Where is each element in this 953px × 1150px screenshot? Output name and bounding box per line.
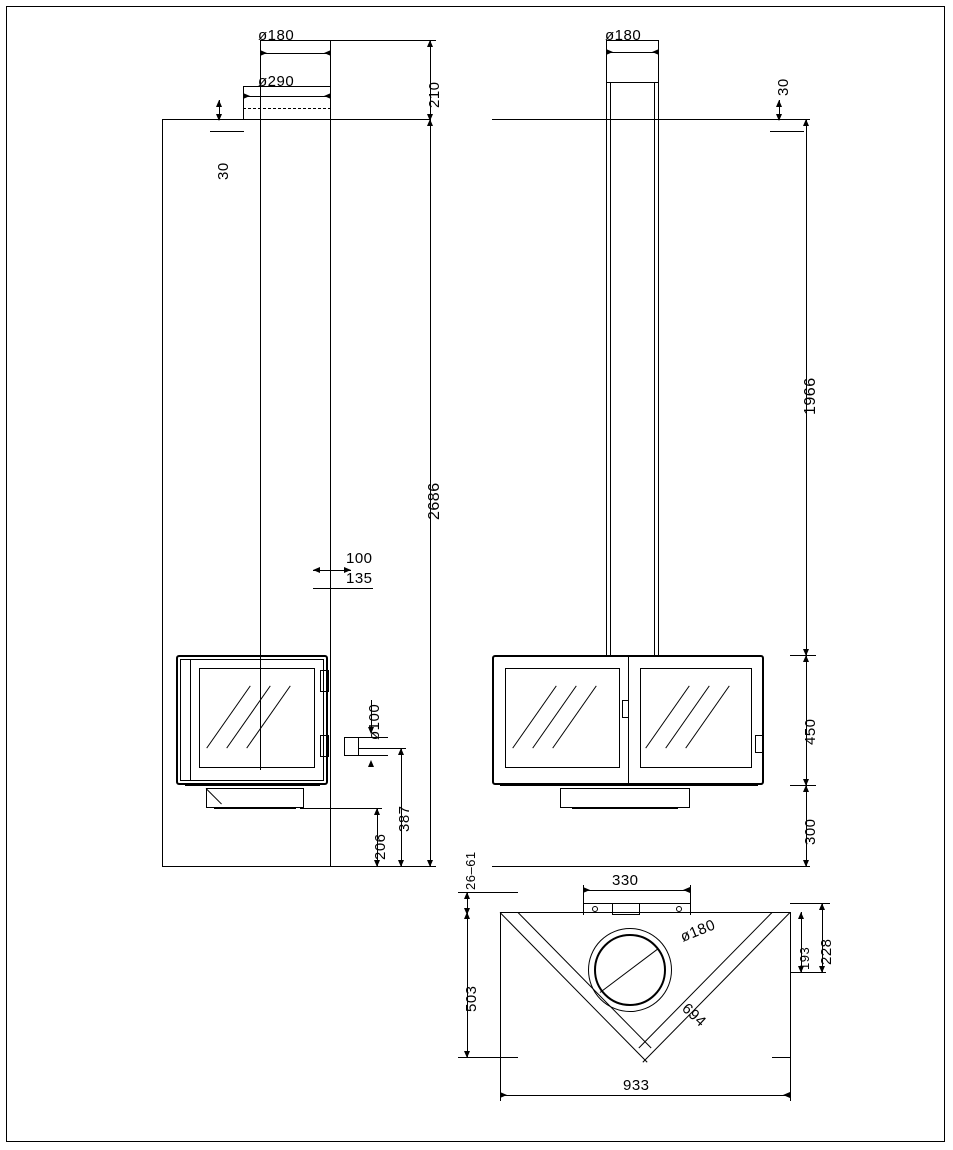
dim-plan-dia180: ø180 [678, 916, 718, 946]
air-inlet-edge2 [358, 737, 359, 755]
dim-arrow [500, 1092, 507, 1098]
dim-arrow [374, 808, 380, 815]
dim-arrow [776, 114, 782, 121]
dim-arrow [427, 860, 433, 867]
plinth-bottom-left [214, 808, 296, 809]
dim-line-135 [313, 588, 373, 589]
dim-arrow [819, 966, 825, 973]
collar-dash [243, 108, 331, 109]
dim-arrow [260, 50, 267, 56]
dim-arrow [313, 567, 320, 573]
dim-arrow [819, 903, 825, 910]
ceiling-line-right [492, 119, 810, 120]
plan-screw-left [592, 906, 598, 912]
ceiling-line-left [162, 119, 430, 120]
dim-arrow [243, 93, 250, 99]
dim-line-933 [500, 1095, 790, 1096]
dim-arrow [583, 887, 590, 893]
plan-back-wall [500, 912, 790, 913]
hinge-side-right [755, 735, 764, 753]
dim-206: 206 [372, 833, 389, 860]
stove-center-divider [628, 655, 629, 785]
dim-arrow [803, 785, 809, 792]
dim-arrow [683, 887, 690, 893]
dim-arrow [803, 655, 809, 662]
dim-arrow [652, 49, 659, 55]
dim-300: 300 [802, 818, 819, 845]
collar-right-edge [330, 86, 331, 120]
dim-arrow [783, 1092, 790, 1098]
dim-arrow [427, 119, 433, 126]
stove-frame-edge [190, 659, 191, 781]
dim-450: 450 [802, 718, 819, 745]
dim-1966: 1966 [802, 377, 819, 415]
dim-arrow [324, 93, 331, 99]
plan-left-edge [500, 912, 501, 1057]
dim-arrow [464, 892, 470, 899]
plinth-top-right [500, 785, 758, 786]
plan-screw-right [676, 906, 682, 912]
ext-line-210-top [331, 40, 436, 41]
dim-30-right: 30 [775, 78, 792, 96]
dim-387: 387 [396, 805, 413, 832]
dim-line-dia290 [243, 96, 331, 97]
dim-arrow [324, 50, 331, 56]
dim-193: 193 [797, 946, 812, 970]
dim-30-left: 30 [215, 162, 232, 180]
dim-arrow [464, 912, 470, 919]
flue-inner-left [610, 82, 611, 655]
dim-arrow [464, 1051, 470, 1058]
dim-arrow [216, 114, 222, 121]
collar-left-edge [243, 86, 244, 120]
dim-arrow [606, 49, 613, 55]
dim-arrow [798, 912, 804, 919]
dim-210: 210 [426, 81, 443, 108]
plinth-left [206, 788, 304, 808]
dim-arrow [368, 760, 374, 767]
wall-line-left [162, 119, 163, 867]
dim-line-dia180-left [260, 53, 331, 54]
plinth-top-left [185, 785, 320, 786]
plinth-bottom-right [572, 808, 678, 809]
dim-line-210 [430, 40, 431, 120]
plinth-right [560, 788, 690, 808]
dim-503: 503 [463, 985, 480, 1012]
stove-glass-right-b [640, 668, 752, 768]
dim-arrow [803, 119, 809, 126]
dim-228: 228 [818, 938, 835, 965]
flue-inner-right [654, 82, 655, 655]
dim-arrow [398, 748, 404, 755]
dim-330: 330 [612, 872, 639, 889]
flue-right-edge [330, 40, 331, 866]
dim-arrow [427, 40, 433, 47]
ext-26-61 [458, 892, 518, 893]
dim-dia100: ø100 [366, 703, 383, 740]
dim-arrow [776, 100, 782, 107]
dim-135: 135 [346, 570, 373, 587]
dim-dia180-right: ø180 [605, 27, 642, 44]
hinge-lower-left [320, 735, 329, 757]
ext-933-right [790, 1057, 791, 1101]
air-inlet-edge [344, 737, 345, 755]
dim-dia290: ø290 [258, 73, 295, 90]
hinge-upper-left [320, 670, 329, 692]
stove-glass-left [199, 668, 315, 768]
dim-arrow [398, 860, 404, 867]
air-inlet-bottom [344, 755, 388, 756]
dim-arrow [374, 860, 380, 867]
dim-100: 100 [346, 550, 373, 567]
hinge-center-right [622, 700, 629, 718]
stove-glass-right-a [505, 668, 620, 768]
dim-933: 933 [623, 1077, 650, 1094]
dim-line-330 [583, 890, 690, 891]
flue-left-edge-right [606, 40, 607, 655]
ext-line-30 [210, 131, 244, 132]
plan-right-foot [772, 1057, 790, 1058]
dim-arrow [216, 100, 222, 107]
ext-330-right [690, 885, 691, 905]
flue-right-edge-right [658, 40, 659, 655]
ext-206 [300, 808, 382, 809]
dim-arrow [803, 860, 809, 867]
floor-line-right [492, 866, 810, 867]
dim-26-61: 26–61 [463, 851, 478, 890]
ext-line-30-right [770, 131, 804, 132]
flue-joint-right [606, 82, 659, 83]
dim-2686: 2686 [426, 482, 443, 520]
dim-dia180-left: ø180 [258, 27, 295, 44]
dim-694: 694 [678, 1000, 710, 1031]
plan-collar-slot [612, 903, 640, 915]
plan-right-edge [790, 912, 791, 1057]
ext-line-2686-bottom [331, 866, 436, 867]
